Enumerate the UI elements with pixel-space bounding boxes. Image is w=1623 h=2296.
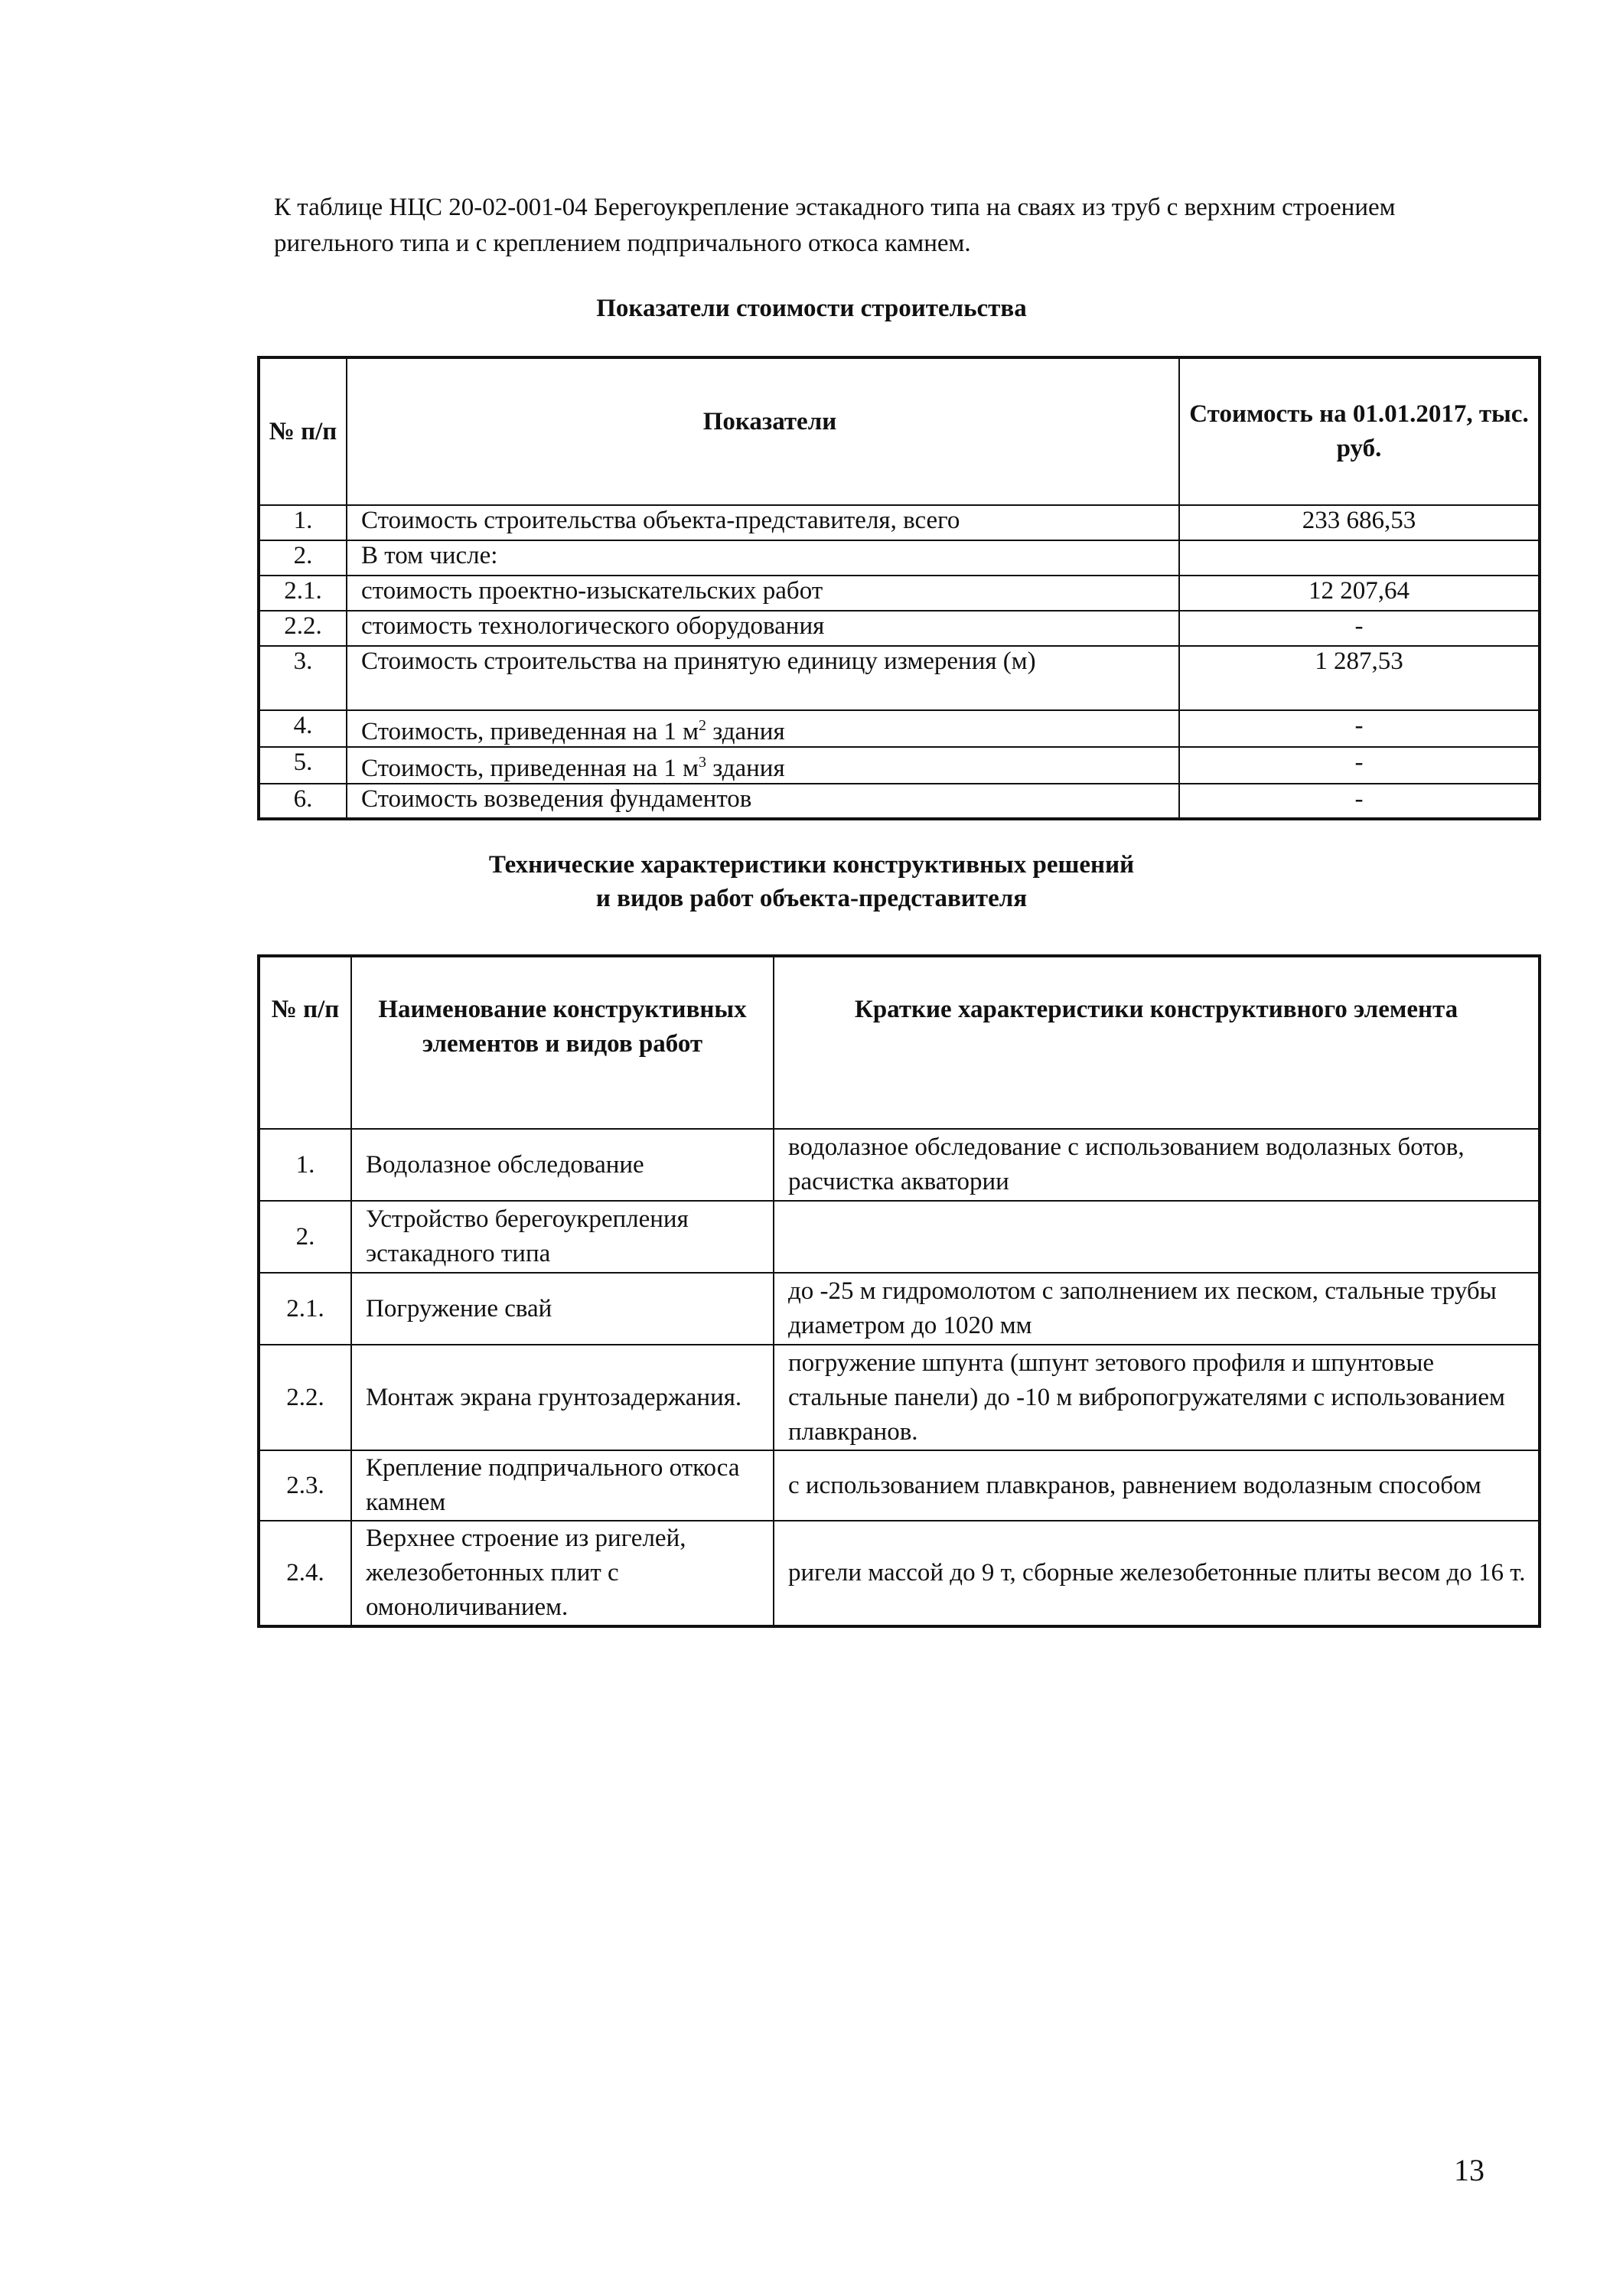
cost-table <box>257 356 1541 820</box>
cost-table-title: Показатели стоимости строительства <box>596 295 1027 322</box>
row-num: 2.4. <box>259 1521 351 1626</box>
table-row <box>259 1129 1540 1201</box>
row-desc: с использованием плавкранов, равнением водолазным способом <box>774 1450 1540 1521</box>
row-name: Устройство берегоукрепления эстакадного типа <box>351 1201 774 1273</box>
row-name: стоимость технологического оборудования <box>347 611 1179 646</box>
row-value: - <box>1179 710 1540 747</box>
row-value: - <box>1179 747 1540 784</box>
row-name: Стоимость возведения фундаментов <box>347 784 1179 819</box>
row-name-suffix: здания <box>706 718 785 745</box>
row-value: 1 287,53 <box>1179 646 1540 710</box>
table-row <box>259 710 1540 747</box>
tech-table-header <box>259 956 1540 1129</box>
header-indicator: Показатели <box>347 357 1179 505</box>
unit-superscript: 2 <box>699 717 706 734</box>
row-value: - <box>1179 784 1540 819</box>
tech-table-title-line1: Технические характеристики конструктивных решений <box>488 851 1135 879</box>
row-num: 2.3. <box>259 1450 351 1521</box>
row-name <box>347 747 1179 784</box>
row-num: 2. <box>259 1201 351 1273</box>
row-name-suffix: здания <box>706 755 785 782</box>
cost-table-header <box>259 357 1540 505</box>
row-desc: ригели массой до 9 т, сборные железобетонные плиты весом до 16 т. <box>774 1521 1540 1626</box>
row-name-text: Стоимость, приведенная на 1 м <box>361 755 699 782</box>
tech-table-title-line2: и видов работ объекта-представителя <box>595 885 1028 912</box>
row-name: Верхнее строение из ригелей, железобетонных плит с омоноличиванием. <box>351 1521 774 1626</box>
header-num: № п/п <box>259 357 347 505</box>
header-cost: Стоимость на 01.01.2017, тыс. руб. <box>1179 357 1540 505</box>
table-row <box>259 1273 1540 1345</box>
row-desc: водолазное обследование с использованием водолазных ботов, расчистка акватории <box>774 1129 1540 1201</box>
table-row <box>259 1450 1540 1521</box>
tech-table <box>257 954 1541 1628</box>
table-row <box>259 1521 1540 1626</box>
row-desc: до -25 м гидромолотом с заполнением их песком, стальные трубы диаметром до 1020 мм <box>774 1273 1540 1345</box>
row-num: 2.2. <box>259 611 347 646</box>
row-num: 3. <box>259 646 347 710</box>
row-name: В том числе: <box>347 540 1179 576</box>
row-name: стоимость проектно-изыскательских работ <box>347 576 1179 611</box>
header-num: № п/п <box>259 956 351 1129</box>
row-value: 233 686,53 <box>1179 505 1540 540</box>
page-number: 13 <box>1454 2153 1484 2187</box>
row-value: - <box>1179 611 1540 646</box>
row-num: 5. <box>259 747 347 784</box>
row-value <box>1179 540 1540 576</box>
row-name: Водолазное обследование <box>351 1129 774 1201</box>
row-num: 1. <box>259 505 347 540</box>
row-num: 2.2. <box>259 1345 351 1450</box>
row-desc: погружение шпунта (шпунт зетового профиля и шпунтовые стальные панели) до -10 м вибропогружателями с использованием плавкранов. <box>774 1345 1540 1450</box>
table-row <box>259 784 1540 819</box>
row-name: Крепление подпричального откоса камнем <box>351 1450 774 1521</box>
row-num: 2.1. <box>259 576 347 611</box>
table-row <box>259 576 1540 611</box>
unit-superscript: 3 <box>699 754 706 771</box>
table-row <box>259 646 1540 710</box>
table-row <box>259 540 1540 576</box>
row-name <box>347 710 1179 747</box>
row-num: 4. <box>259 710 347 747</box>
row-name: Погружение свай <box>351 1273 774 1345</box>
header-characteristics: Краткие характеристики конструктивного элемента <box>774 956 1540 1129</box>
row-value: 12 207,64 <box>1179 576 1540 611</box>
row-num: 2.1. <box>259 1273 351 1345</box>
table-row <box>259 505 1540 540</box>
row-desc <box>774 1201 1540 1273</box>
row-name: Стоимость строительства на принятую единицу измерения (м) <box>347 646 1179 710</box>
row-num: 6. <box>259 784 347 819</box>
row-num: 1. <box>259 1129 351 1201</box>
header-element: Наименование конструктивных элементов и видов работ <box>351 956 774 1129</box>
table-row <box>259 1201 1540 1273</box>
row-name: Стоимость строительства объекта-представителя, всего <box>347 505 1179 540</box>
intro-text: К таблице НЦС 20-02-001-04 Берегоукрепление эстакадного типа на сваях из труб с верхним строением ригельного типа и с креплением подпричального откоса камнем. <box>274 194 1396 257</box>
row-name-text: Стоимость, приведенная на 1 м <box>361 718 699 745</box>
table-row <box>259 1345 1540 1450</box>
table-row <box>259 611 1540 646</box>
row-num: 2. <box>259 540 347 576</box>
table-row <box>259 747 1540 784</box>
row-name: Монтаж экрана грунтозадержания. <box>351 1345 774 1450</box>
